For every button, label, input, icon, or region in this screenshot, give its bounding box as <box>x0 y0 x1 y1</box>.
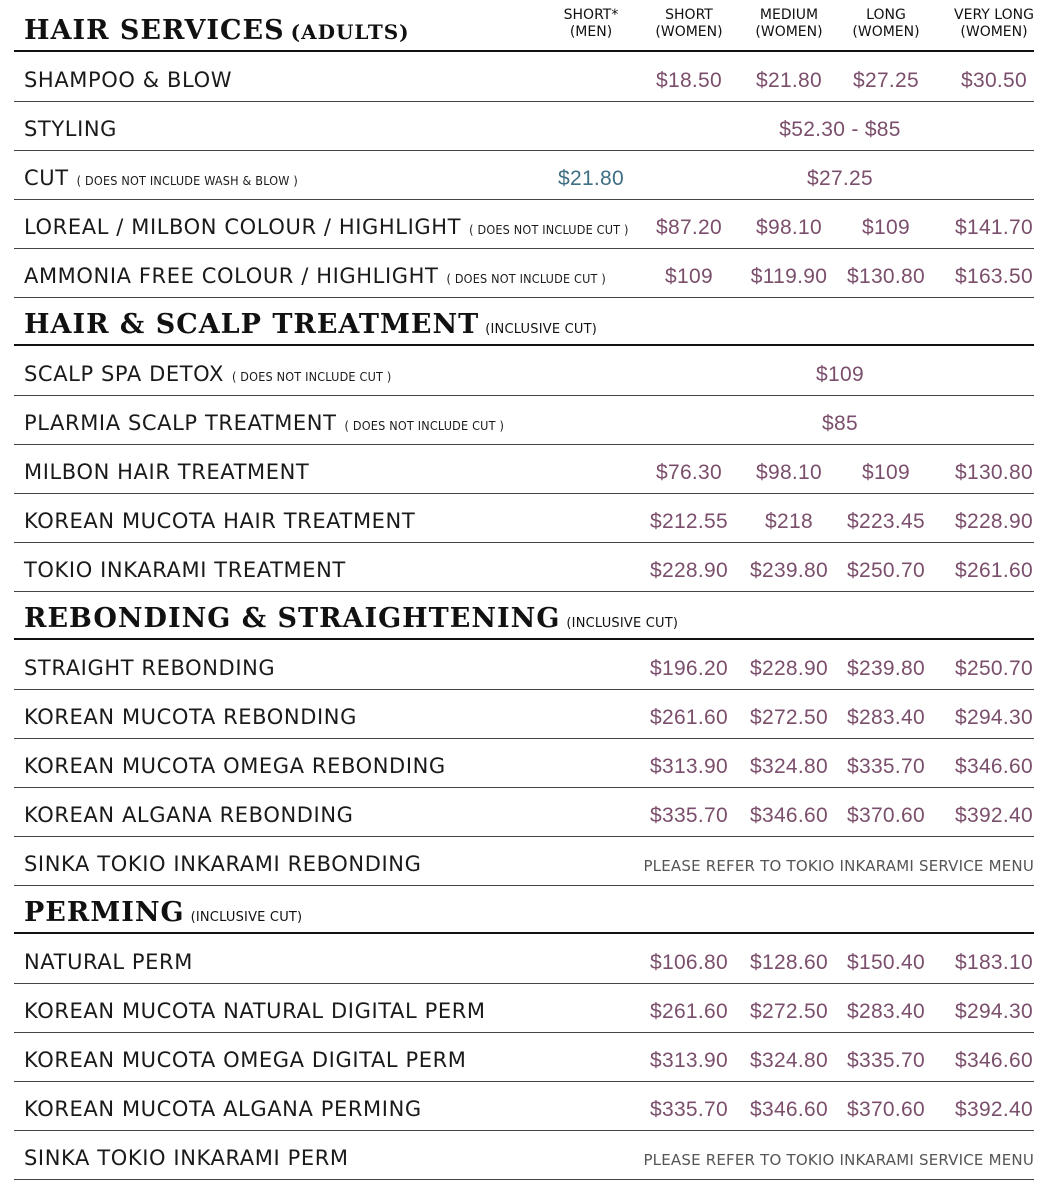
price-cell: $141.70 <box>954 216 1033 239</box>
service-name <box>24 999 486 1023</box>
service-row <box>14 1131 1034 1180</box>
service-note: ( DOES NOT INCLUDE CUT ) <box>345 418 505 433</box>
price-cell: $30.50 <box>960 69 1028 92</box>
price-cell: $109 <box>665 265 713 288</box>
price-cell: $150.40 <box>846 951 925 974</box>
service-row <box>14 200 1034 249</box>
price-cell: $27.25 <box>852 69 920 92</box>
service-name <box>24 1048 467 1072</box>
price-cell: $76.30 <box>655 461 723 484</box>
price-cell: $283.40 <box>846 706 925 729</box>
service-name <box>24 950 193 974</box>
service-name-text: LOREAL / MILBON COLOUR / HIGHLIGHT <box>24 215 462 239</box>
section-header <box>14 886 1034 934</box>
column-header-line1: SHORT* <box>563 7 619 23</box>
price-cell: $250.70 <box>954 657 1033 680</box>
price-cell: $183.10 <box>954 951 1033 974</box>
column-header <box>944 7 1044 41</box>
section-header <box>14 592 1034 640</box>
service-name <box>24 656 275 680</box>
service-row <box>14 739 1034 788</box>
column-header-line2: (WOMEN) <box>755 24 823 40</box>
section-subtitle: (INCLUSIVE CUT) <box>566 616 679 631</box>
service-name <box>24 362 391 386</box>
service-name-text: AMMONIA FREE COLOUR / HIGHLIGHT <box>24 264 439 288</box>
service-name-text: KOREAN MUCOTA REBONDING <box>24 705 357 729</box>
range-price: $85 <box>822 412 858 435</box>
service-row <box>14 102 1034 151</box>
price-cell: $313.90 <box>649 755 728 778</box>
price-cell: $272.50 <box>749 706 828 729</box>
refer-note: PLEASE REFER TO TOKIO INKARAMI SERVICE MENU <box>643 857 1034 875</box>
service-row <box>14 984 1034 1033</box>
service-name <box>24 803 354 827</box>
range-price: $27.25 <box>806 167 874 190</box>
price-cell: $294.30 <box>954 1000 1033 1023</box>
service-name-text: SHAMPOO & BLOW <box>24 68 233 92</box>
section-subtitle: (INCLUSIVE CUT) <box>485 322 597 337</box>
price-cell: $130.80 <box>846 265 925 288</box>
service-name <box>24 558 346 582</box>
service-row <box>14 1082 1034 1131</box>
price-cell: $335.70 <box>846 755 925 778</box>
column-header-line2: (WOMEN) <box>852 24 920 40</box>
section-header <box>14 298 1034 346</box>
service-name <box>24 1097 422 1121</box>
column-header-line1: LONG <box>866 7 906 23</box>
section-subtitle: (ADULTS) <box>290 20 410 44</box>
price-cell: $335.70 <box>846 1049 925 1072</box>
service-name-text: KOREAN MUCOTA OMEGA DIGITAL PERM <box>24 1048 467 1072</box>
section-title <box>24 897 302 928</box>
service-row <box>14 690 1034 739</box>
section-title-text: HAIR & SCALP TREATMENT <box>24 309 480 340</box>
service-row <box>14 445 1034 494</box>
price-cell: $109 <box>862 216 910 239</box>
price-cell: $370.60 <box>846 804 925 827</box>
section-rule <box>14 50 1034 52</box>
column-header <box>541 7 641 41</box>
price-cell: $119.90 <box>750 265 828 288</box>
service-name <box>24 509 415 533</box>
price-menu <box>14 0 1034 1199</box>
service-row <box>14 935 1034 984</box>
price-cell: $261.60 <box>649 706 728 729</box>
price-cell: $21.80 <box>755 69 823 92</box>
price-cell: $212.55 <box>649 510 728 533</box>
service-note: ( DOES NOT INCLUDE WASH & BLOW ) <box>77 173 298 188</box>
column-header-line1: SHORT <box>665 7 713 23</box>
section-title-text: PERMING <box>24 897 185 928</box>
section-rule <box>14 638 1034 640</box>
service-name-text: MILBON HAIR TREATMENT <box>24 460 310 484</box>
section-title <box>24 603 678 634</box>
service-name <box>24 264 606 288</box>
price-cell: $109 <box>862 461 910 484</box>
column-header <box>739 7 839 41</box>
service-name-text: STRAIGHT REBONDING <box>24 656 276 680</box>
service-name-text: PLARMIA SCALP TREATMENT <box>24 411 337 435</box>
section-rule <box>14 344 1034 346</box>
service-name <box>24 117 117 141</box>
column-header <box>836 7 936 41</box>
service-name-text: SINKA TOKIO INKARAMI PERM <box>24 1146 349 1170</box>
refer-note: PLEASE REFER TO TOKIO INKARAMI SERVICE MENU <box>643 1151 1034 1169</box>
service-row <box>14 788 1034 837</box>
service-name <box>24 411 504 435</box>
service-name <box>24 1146 349 1170</box>
price-cell: $250.70 <box>846 559 925 582</box>
price-cell: $294.30 <box>954 706 1033 729</box>
price-cell: $346.60 <box>954 1049 1033 1072</box>
price-cell: $392.40 <box>954 804 1033 827</box>
service-row <box>14 396 1034 445</box>
service-row <box>14 641 1034 690</box>
service-row <box>14 1033 1034 1082</box>
column-header-line2: (WOMEN) <box>655 24 723 40</box>
column-header-line2: (MEN) <box>569 24 613 40</box>
service-name <box>24 215 629 239</box>
service-name-text: NATURAL PERM <box>24 950 193 974</box>
price-cell: $335.70 <box>649 804 728 827</box>
service-name <box>24 460 309 484</box>
column-header-line1: MEDIUM <box>759 7 819 23</box>
service-name-text: KOREAN ALGANA REBONDING <box>24 803 354 827</box>
service-row <box>14 494 1034 543</box>
price-cell: $196.20 <box>649 657 728 680</box>
service-name-text: TOKIO INKARAMI TREATMENT <box>24 558 346 582</box>
price-cell: $218 <box>765 510 813 533</box>
service-name-text: CUT <box>24 166 69 190</box>
price-cell: $239.80 <box>846 657 925 680</box>
service-name-text: SINKA TOKIO INKARAMI REBONDING <box>24 852 422 876</box>
price-cell: $283.40 <box>846 1000 925 1023</box>
price-cell: $324.80 <box>749 1049 828 1072</box>
price-cell: $223.45 <box>846 510 925 533</box>
service-name-text: KOREAN MUCOTA HAIR TREATMENT <box>24 509 416 533</box>
price-cell: $346.60 <box>749 1098 828 1121</box>
section-title-text: REBONDING & STRAIGHTENING <box>24 603 561 634</box>
price-cell: $261.60 <box>954 559 1033 582</box>
service-row <box>14 837 1034 886</box>
price-cell: $239.80 <box>749 559 828 582</box>
service-name-text: STYLING <box>24 117 118 141</box>
range-price: $52.30 - $85 <box>779 118 901 141</box>
section-rule <box>14 932 1034 934</box>
service-row <box>14 249 1034 298</box>
price-cell: $228.90 <box>954 510 1033 533</box>
price-cell: $392.40 <box>954 1098 1033 1121</box>
service-name <box>24 68 232 92</box>
service-note: ( DOES NOT INCLUDE CUT ) <box>232 369 392 384</box>
price-cell: $163.50 <box>954 265 1033 288</box>
price-cell: $261.60 <box>649 1000 728 1023</box>
price-cell: $346.60 <box>954 755 1033 778</box>
price-cell: $128.60 <box>749 951 828 974</box>
section-subtitle: (INCLUSIVE CUT) <box>190 910 303 925</box>
section-title-text: HAIR SERVICES <box>24 15 285 46</box>
price-cell: $18.50 <box>655 69 723 92</box>
column-header <box>639 7 739 41</box>
price-cell: $87.20 <box>655 216 723 239</box>
section-title <box>24 15 410 46</box>
price-cell: $335.70 <box>649 1098 728 1121</box>
service-note: ( DOES NOT INCLUDE CUT ) <box>446 271 606 286</box>
service-row <box>14 347 1034 396</box>
range-price: $109 <box>816 363 864 386</box>
service-name-text: KOREAN MUCOTA NATURAL DIGITAL PERM <box>24 999 486 1023</box>
service-row <box>14 151 1034 200</box>
price-cell: $324.80 <box>749 755 828 778</box>
price-cell: $346.60 <box>749 804 828 827</box>
price-cell: $98.10 <box>755 216 823 239</box>
service-name-text: KOREAN MUCOTA OMEGA REBONDING <box>24 754 446 778</box>
column-header-line1: VERY LONG <box>954 7 1034 23</box>
price-cell: $130.80 <box>954 461 1033 484</box>
section-title <box>24 309 597 340</box>
service-name <box>24 852 421 876</box>
service-name <box>24 705 357 729</box>
price-cell: $228.90 <box>749 657 828 680</box>
column-header-line2: (WOMEN) <box>960 24 1028 40</box>
service-row <box>14 53 1034 102</box>
service-note: ( DOES NOT INCLUDE CUT ) <box>469 222 629 237</box>
price-cell: $98.10 <box>755 461 823 484</box>
price-cell: $272.50 <box>749 1000 828 1023</box>
price-cell: $370.60 <box>846 1098 925 1121</box>
service-name-text: SCALP SPA DETOX <box>24 362 224 386</box>
service-row <box>14 543 1034 592</box>
price-cell: $106.80 <box>649 951 728 974</box>
service-name <box>24 754 446 778</box>
price-cell: $228.90 <box>649 559 728 582</box>
price-cell: $313.90 <box>649 1049 728 1072</box>
row-divider <box>14 1179 1034 1180</box>
men-price: $21.80 <box>557 167 625 190</box>
service-name-text: KOREAN MUCOTA ALGANA PERMING <box>24 1097 422 1121</box>
hair-services-header <box>14 0 1034 52</box>
service-name <box>24 166 298 190</box>
